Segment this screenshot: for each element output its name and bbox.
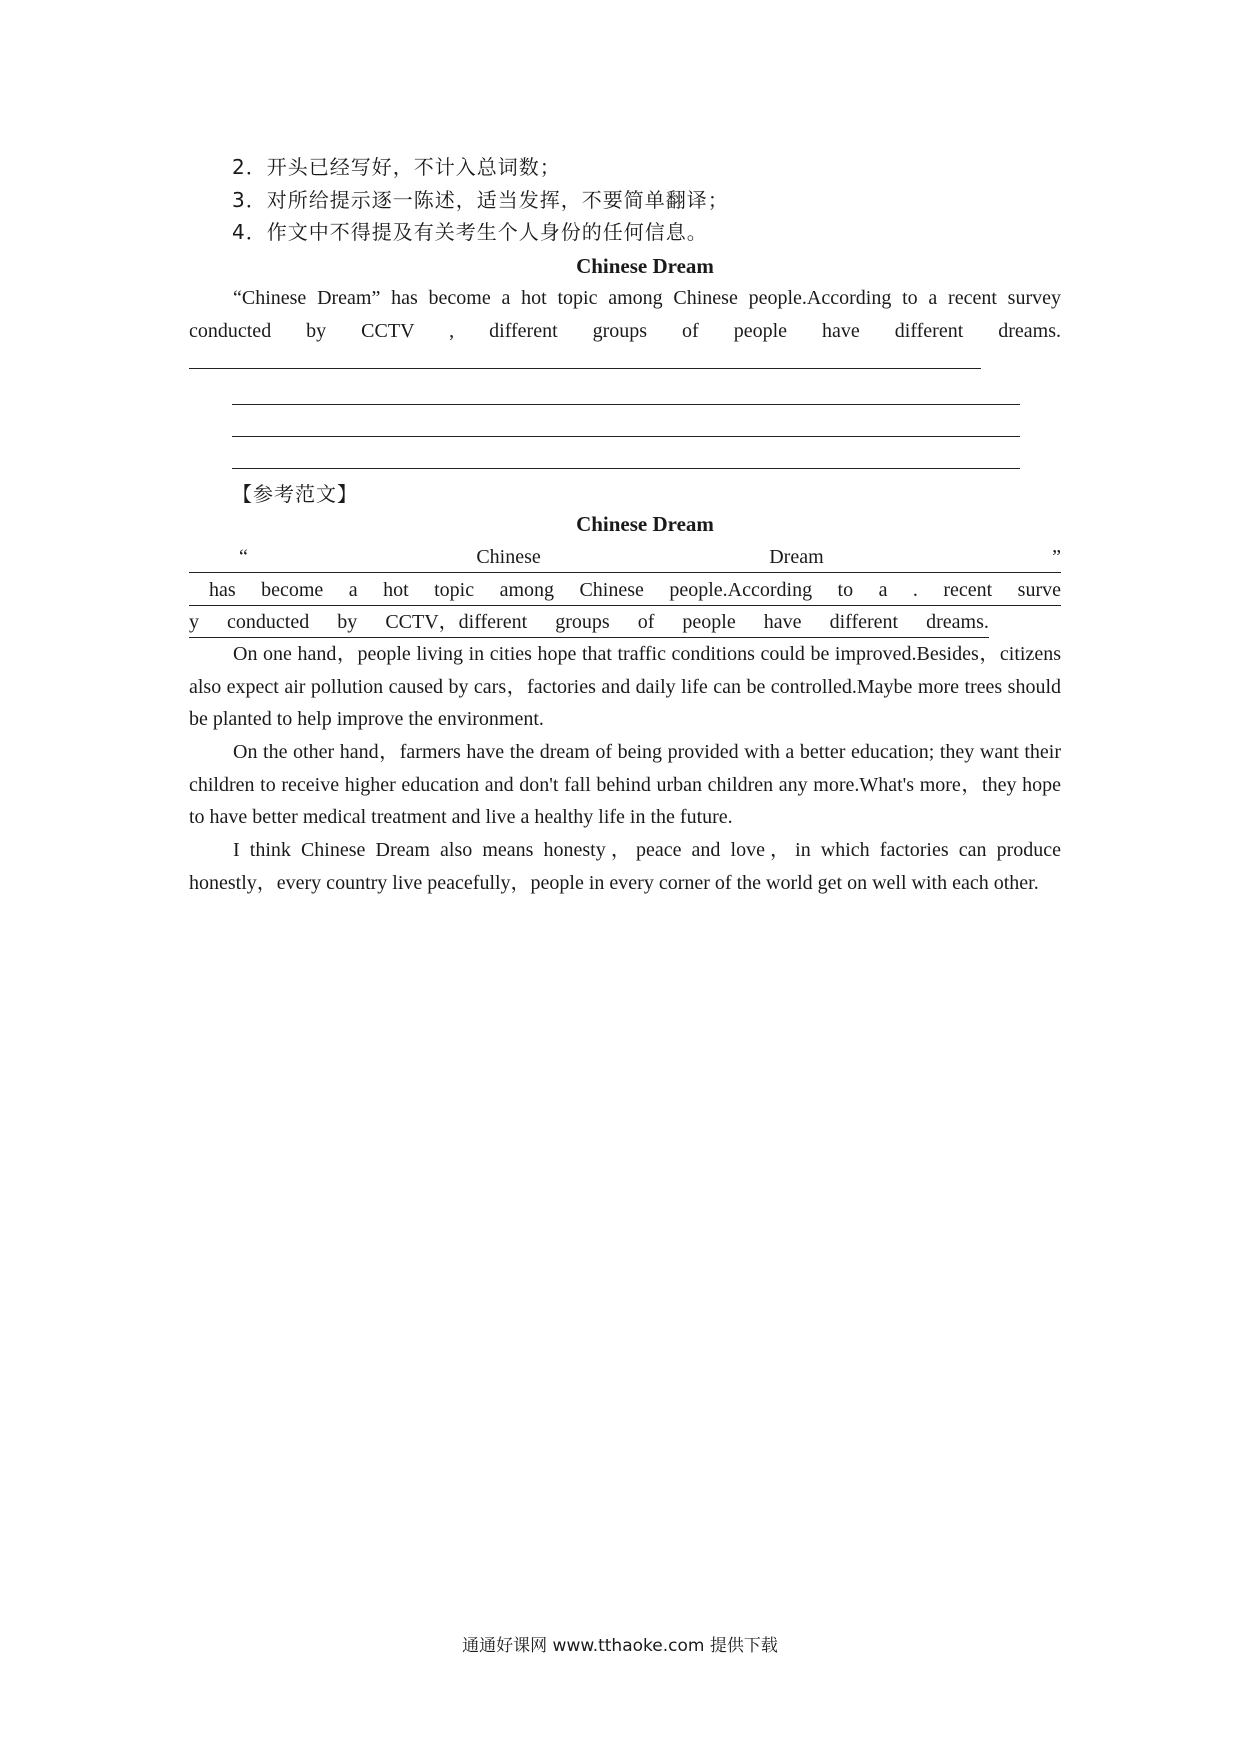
- underlined-word: hot: [383, 579, 409, 601]
- underlined-word: .: [912, 579, 918, 601]
- underlined-word: become: [261, 579, 324, 601]
- reference-underlined-line-1: [189, 544, 1061, 573]
- underlined-word: by: [337, 611, 358, 633]
- underlined-word: “: [239, 546, 248, 568]
- reference-paragraph-2-text: On the other hand，farmers have the dream of being provided with a better education; they want their children to receive higher education and don't fall behind urban children any more.What's more，they hope to have better medical treatment and live a healthy life in the future.: [189, 741, 1061, 829]
- underlined-word: dreams.: [926, 611, 989, 633]
- essay-opening-text: “Chinese Dream” has become a hot topic among Chinese people.According to a recent survey conducted by CCTV , different groups of people have different dreams.: [189, 287, 1061, 342]
- underlined-word: has: [209, 579, 236, 601]
- underlined-word: a: [348, 579, 358, 601]
- reference-underlined-line-2: [189, 577, 1061, 606]
- underlined-word: people.According: [669, 579, 813, 601]
- reference-title: Chinese Dream: [576, 512, 714, 536]
- reference-paragraph-2: [189, 736, 1061, 834]
- underlined-word: of: [637, 611, 655, 633]
- underlined-word: y: [189, 611, 199, 633]
- reference-heading: 【参考范文】: [232, 482, 358, 506]
- underlined-word: topic: [434, 579, 475, 601]
- requirement-2: 2．开头已经写好，不计入总词数；: [232, 155, 561, 179]
- reference-paragraph-3: [189, 834, 1061, 899]
- writing-line-2: [232, 436, 1020, 437]
- underlined-word: Dream: [769, 546, 824, 568]
- writing-blank: [189, 350, 981, 369]
- requirement-4: 4．作文中不得提及有关考生个人身份的任何信息。: [232, 220, 708, 244]
- reference-underlined-line-3: [189, 609, 989, 638]
- underlined-word: to: [837, 579, 854, 601]
- writing-line-3: [232, 468, 1020, 469]
- underlined-word: groups: [555, 611, 610, 633]
- essay-title: Chinese Dream: [576, 254, 714, 278]
- underlined-word: surve: [1017, 579, 1061, 601]
- essay-opening: [189, 282, 1061, 380]
- underlined-word: recent: [943, 579, 993, 601]
- reference-paragraph-1: [189, 638, 1061, 736]
- underlined-word: different: [829, 611, 899, 633]
- underlined-word: people: [682, 611, 736, 633]
- requirement-3: 3．对所给提示逐一陈述，适当发挥，不要简单翻译；: [232, 188, 729, 212]
- reference-paragraph-1-text: On one hand，people living in cities hope that traffic conditions could be improved.Besides，citizens also expect air pollution caused by cars，factories and daily life can be controlled.Maybe more trees should be planted to help improve the environment.: [189, 643, 1061, 731]
- underlined-word: Chinese: [476, 546, 541, 568]
- underlined-word: Chinese: [579, 579, 644, 601]
- writing-line-1: [232, 404, 1020, 405]
- underlined-word: ”: [1052, 546, 1061, 568]
- underlined-word: have: [763, 611, 802, 633]
- underlined-word: a: [878, 579, 888, 601]
- underlined-word: CCTV，different: [385, 611, 528, 633]
- underlined-word: conducted: [227, 611, 310, 633]
- underlined-word: among: [499, 579, 555, 601]
- footer-text: 通通好课网 www.tthaoke.com 提供下载: [462, 1636, 778, 1656]
- reference-paragraph-3-text: I think Chinese Dream also means honesty，peace and love，in which factories can produce honestly，every country live peacefully，people in every corner of the world get on well with each other.: [189, 839, 1061, 894]
